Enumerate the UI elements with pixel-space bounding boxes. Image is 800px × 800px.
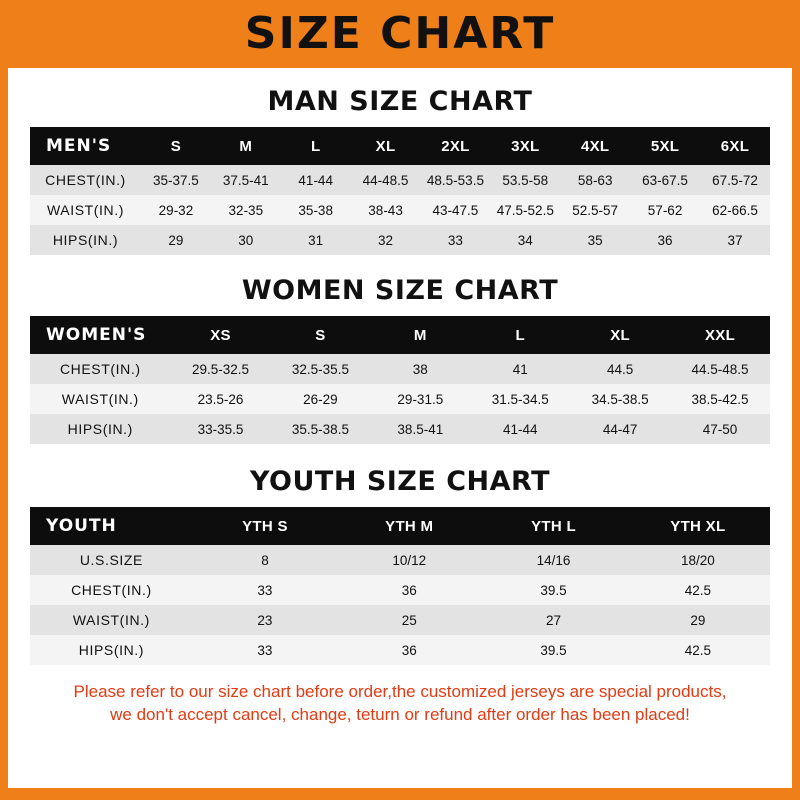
women-cell-0-3: 41 (470, 354, 570, 384)
youth-row-0-label: U.S.SIZE (30, 545, 193, 575)
man-header-cell-0: MEN'S (30, 127, 141, 165)
women-cell-1-2: 29-31.5 (370, 384, 470, 414)
table-row (30, 635, 770, 665)
man-cell-2-1: 30 (211, 225, 281, 255)
women-cell-1-3: 31.5-34.5 (470, 384, 570, 414)
man-cell-1-5: 47.5-52.5 (490, 195, 560, 225)
youth-row-2-label: WAIST(IN.) (30, 605, 193, 635)
youth-cell-3-0: 33 (193, 635, 337, 665)
women-cell-1-0: 23.5-26 (171, 384, 271, 414)
youth-cell-1-0: 33 (193, 575, 337, 605)
man-cell-1-1: 32-35 (211, 195, 281, 225)
youth-cell-3-1: 36 (337, 635, 481, 665)
chart-content (8, 86, 792, 727)
youth-cell-1-1: 36 (337, 575, 481, 605)
table-row (30, 575, 770, 605)
youth-cell-2-1: 25 (337, 605, 481, 635)
man-row-1-label: WAIST(IN.) (30, 195, 141, 225)
page-title: SIZE CHART (244, 8, 556, 59)
women-header-cell-6: XXL (670, 316, 770, 354)
youth-cell-1-2: 39.5 (481, 575, 625, 605)
man-header-cell-6: 3XL (490, 127, 560, 165)
table-row (30, 165, 770, 195)
youth-cell-0-2: 14/16 (481, 545, 625, 575)
youth-size-table (30, 507, 770, 665)
women-header-cell-2: S (270, 316, 370, 354)
table-row (30, 545, 770, 575)
footer-banner (8, 788, 792, 800)
man-section-title: MAN SIZE CHART (267, 86, 533, 117)
women-cell-2-0: 33-35.5 (171, 414, 271, 444)
women-cell-0-4: 44.5 (570, 354, 670, 384)
man-cell-2-5: 34 (490, 225, 560, 255)
youth-cell-2-0: 23 (193, 605, 337, 635)
table-row (30, 605, 770, 635)
table-row (30, 414, 770, 444)
youth-row-1-label: CHEST(IN.) (30, 575, 193, 605)
women-size-table (30, 316, 770, 444)
women-cell-0-2: 38 (370, 354, 470, 384)
women-cell-2-2: 38.5-41 (370, 414, 470, 444)
man-size-table (30, 127, 770, 255)
women-table-header (30, 316, 770, 354)
man-cell-1-2: 35-38 (281, 195, 351, 225)
man-cell-2-2: 31 (281, 225, 351, 255)
youth-table-header (30, 507, 770, 545)
man-cell-2-0: 29 (141, 225, 211, 255)
man-cell-1-7: 57-62 (630, 195, 700, 225)
man-cell-0-2: 41-44 (281, 165, 351, 195)
man-cell-1-8: 62-66.5 (700, 195, 770, 225)
youth-cell-2-3: 29 (626, 605, 770, 635)
man-cell-1-4: 43-47.5 (421, 195, 491, 225)
man-cell-2-4: 33 (421, 225, 491, 255)
women-table-body (30, 354, 770, 444)
man-cell-1-6: 52.5-57 (560, 195, 630, 225)
women-cell-0-1: 32.5-35.5 (270, 354, 370, 384)
man-cell-1-0: 29-32 (141, 195, 211, 225)
notice-text (30, 681, 770, 727)
man-cell-0-4: 48.5-53.5 (421, 165, 491, 195)
youth-cell-1-3: 42.5 (626, 575, 770, 605)
youth-cell-3-2: 39.5 (481, 635, 625, 665)
youth-cell-2-2: 27 (481, 605, 625, 635)
man-table-header (30, 127, 770, 165)
man-header-cell-4: XL (351, 127, 421, 165)
man-table-body (30, 165, 770, 255)
table-header-row (30, 127, 770, 165)
women-row-0-label: CHEST(IN.) (30, 354, 171, 384)
youth-table-body (30, 545, 770, 665)
man-cell-0-5: 53.5-58 (490, 165, 560, 195)
women-cell-1-4: 34.5-38.5 (570, 384, 670, 414)
man-header-cell-3: L (281, 127, 351, 165)
women-header-cell-0: WOMEN'S (30, 316, 171, 354)
man-header-cell-1: S (141, 127, 211, 165)
man-cell-0-1: 37.5-41 (211, 165, 281, 195)
notice-line-2: we don't accept cancel, change, teturn or refund after order has been placed! (110, 704, 690, 724)
women-section-title: WOMEN SIZE CHART (241, 275, 559, 306)
man-header-cell-9: 6XL (700, 127, 770, 165)
header-banner (8, 0, 792, 68)
youth-header-cell-3: YTH L (481, 507, 625, 545)
youth-row-3-label: HIPS(IN.) (30, 635, 193, 665)
man-row-2-label: HIPS(IN.) (30, 225, 141, 255)
women-header-cell-4: L (470, 316, 570, 354)
youth-header-cell-2: YTH M (337, 507, 481, 545)
man-header-cell-2: M (211, 127, 281, 165)
women-cell-0-5: 44.5-48.5 (670, 354, 770, 384)
youth-section-title: YOUTH SIZE CHART (249, 466, 551, 497)
man-cell-2-7: 36 (630, 225, 700, 255)
youth-cell-0-0: 8 (193, 545, 337, 575)
man-cell-0-7: 63-67.5 (630, 165, 700, 195)
women-cell-0-0: 29.5-32.5 (171, 354, 271, 384)
man-header-cell-7: 4XL (560, 127, 630, 165)
women-cell-2-3: 41-44 (470, 414, 570, 444)
man-header-cell-5: 2XL (421, 127, 491, 165)
youth-cell-3-3: 42.5 (626, 635, 770, 665)
women-cell-2-5: 47-50 (670, 414, 770, 444)
table-row (30, 384, 770, 414)
man-cell-2-3: 32 (351, 225, 421, 255)
man-cell-0-3: 44-48.5 (351, 165, 421, 195)
women-row-1-label: WAIST(IN.) (30, 384, 171, 414)
women-cell-1-1: 26-29 (270, 384, 370, 414)
youth-cell-0-1: 10/12 (337, 545, 481, 575)
women-cell-1-5: 38.5-42.5 (670, 384, 770, 414)
man-cell-0-6: 58-63 (560, 165, 630, 195)
man-header-cell-8: 5XL (630, 127, 700, 165)
man-cell-2-6: 35 (560, 225, 630, 255)
women-cell-2-1: 35.5-38.5 (270, 414, 370, 444)
women-cell-2-4: 44-47 (570, 414, 670, 444)
man-cell-0-8: 67.5-72 (700, 165, 770, 195)
table-row (30, 354, 770, 384)
youth-header-cell-1: YTH S (193, 507, 337, 545)
man-cell-0-0: 35-37.5 (141, 165, 211, 195)
youth-header-cell-4: YTH XL (626, 507, 770, 545)
man-row-0-label: CHEST(IN.) (30, 165, 141, 195)
man-cell-1-3: 38-43 (351, 195, 421, 225)
table-header-row (30, 507, 770, 545)
table-header-row (30, 316, 770, 354)
women-header-cell-1: XS (171, 316, 271, 354)
man-cell-2-8: 37 (700, 225, 770, 255)
youth-cell-0-3: 18/20 (626, 545, 770, 575)
notice-line-1: Please refer to our size chart before order,the customized jerseys are special products, (73, 682, 727, 701)
women-header-cell-3: M (370, 316, 470, 354)
youth-header-cell-0: YOUTH (30, 507, 193, 545)
table-row (30, 225, 770, 255)
women-row-2-label: HIPS(IN.) (30, 414, 171, 444)
women-header-cell-5: XL (570, 316, 670, 354)
table-row (30, 195, 770, 225)
